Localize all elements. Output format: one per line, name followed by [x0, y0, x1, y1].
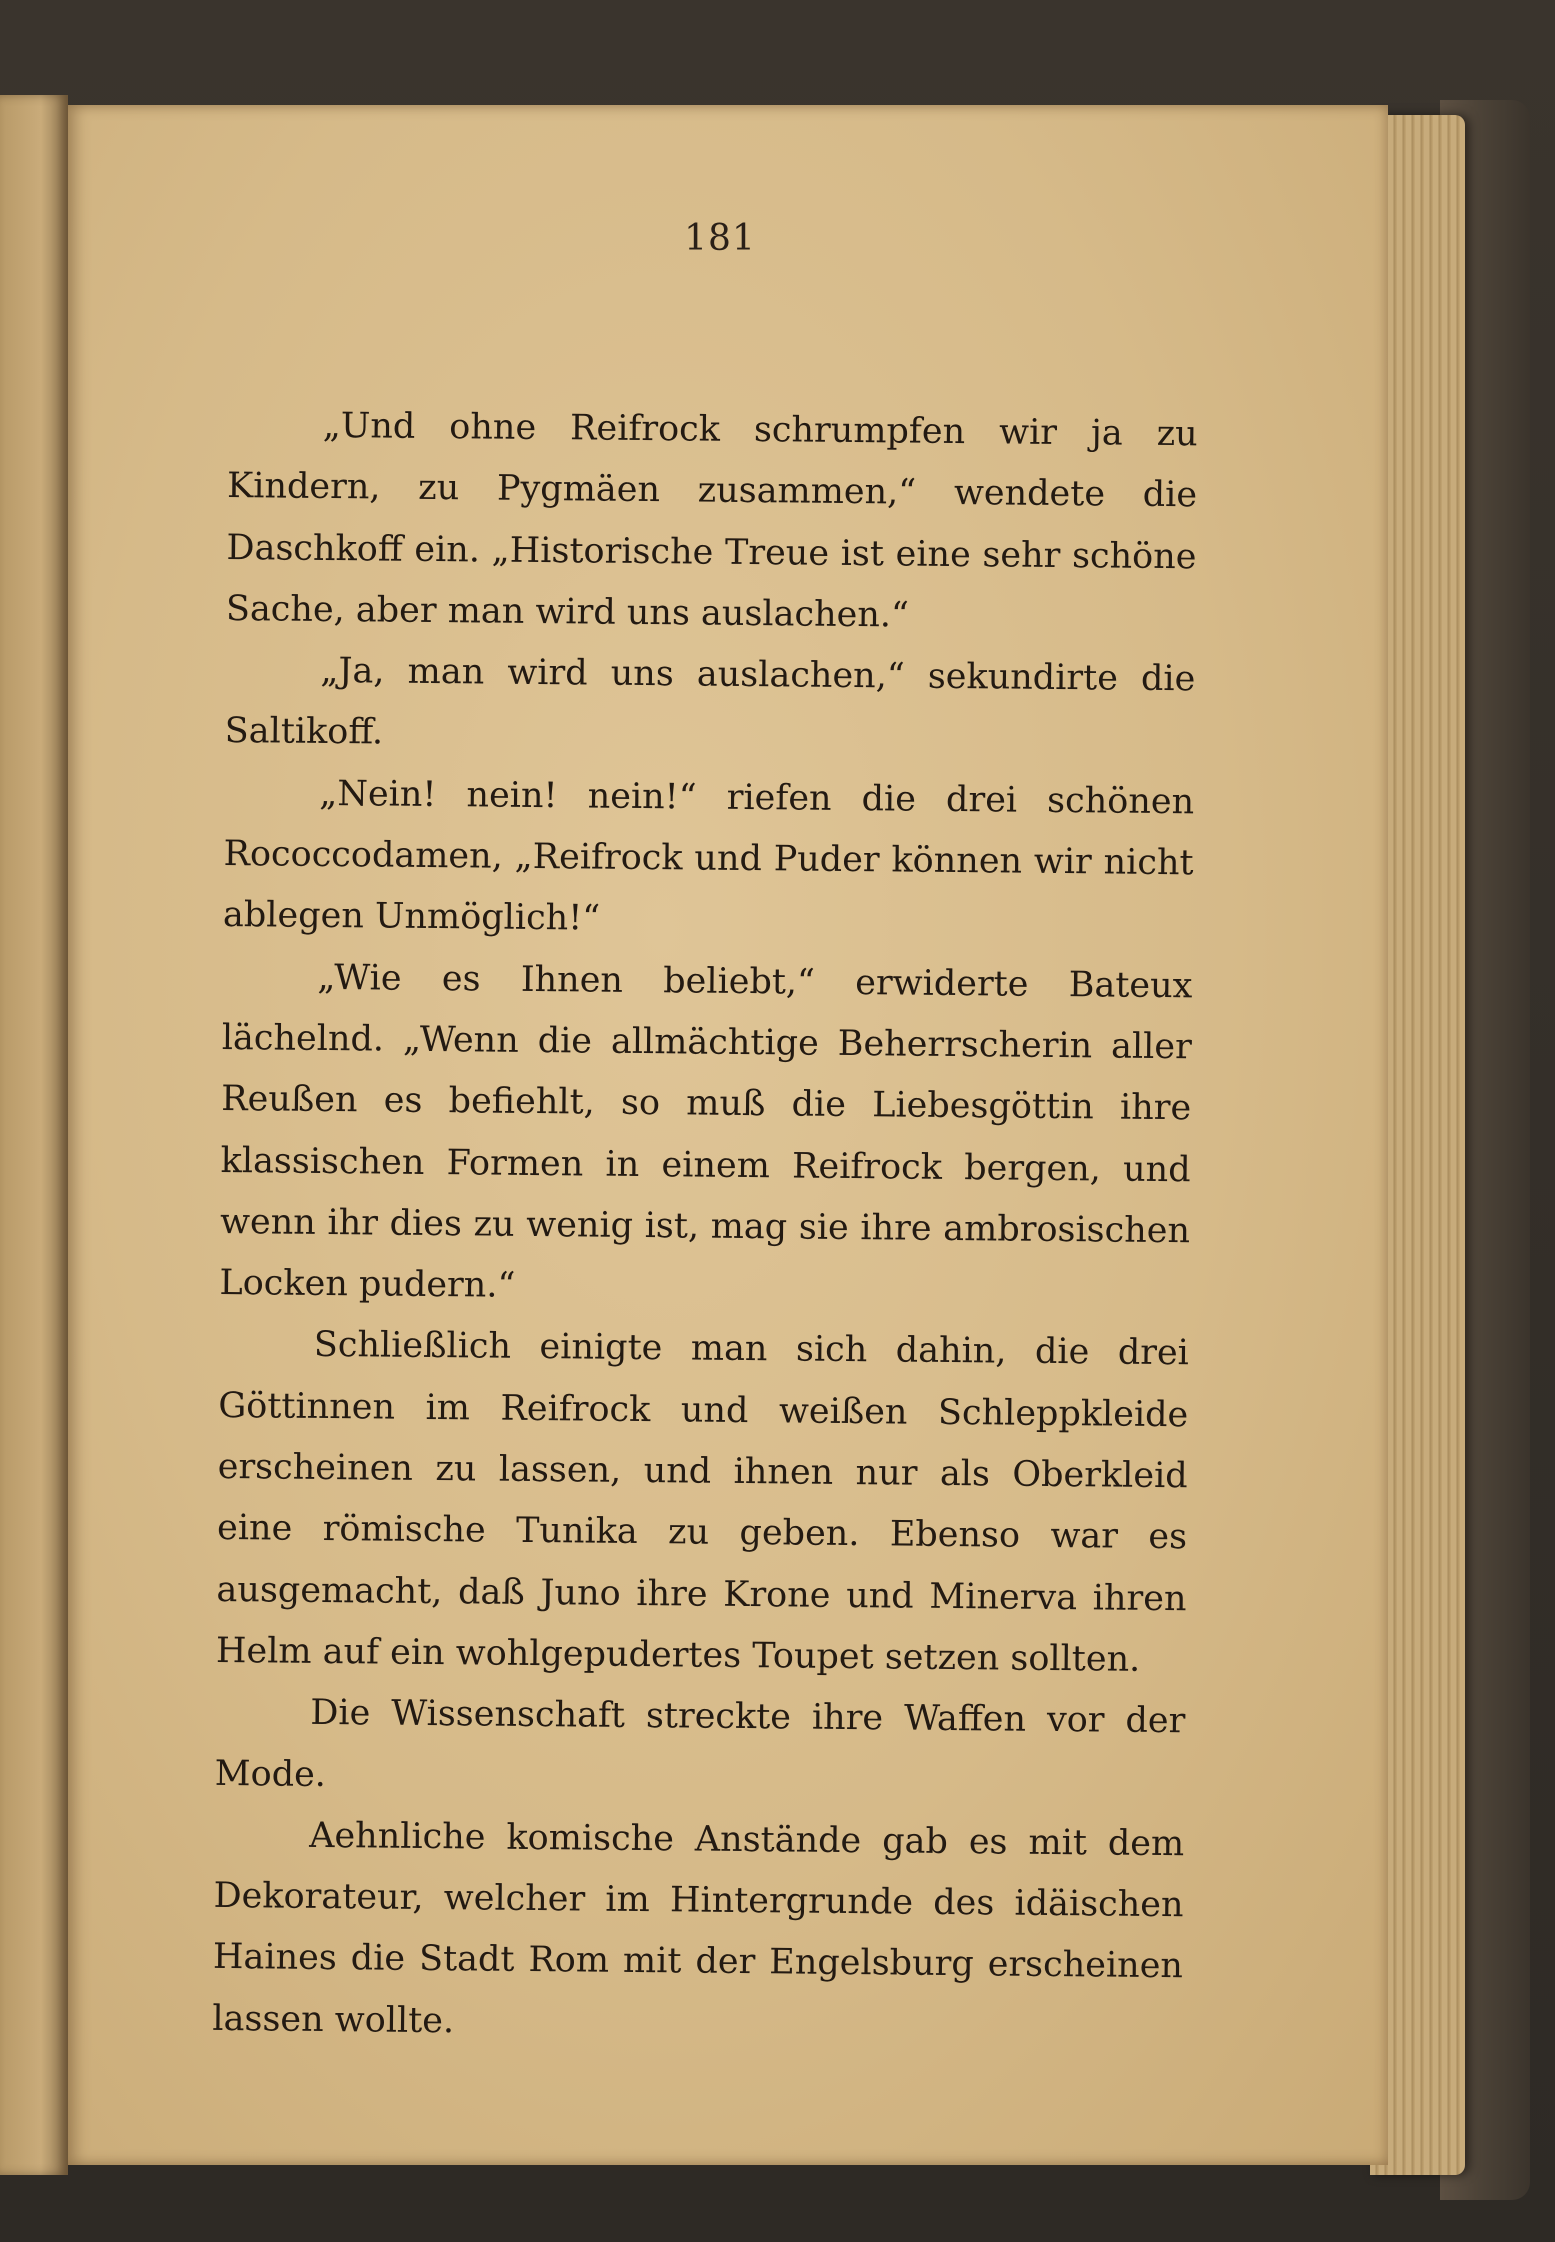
page-text	[212, 395, 1198, 2059]
paragraph: „Nein! nein! nein!“ riefen die drei schönen Rococcodamen, „Reifrock und Puder können wir nicht ablegen Unmöglich!“	[222, 773, 1195, 939]
left-page-edge	[0, 95, 68, 2175]
paragraph: „Und ohne Reifrock schrumpfen wir ja zu Kindern, zu Pygmäen zusammen,“ wendete die Daschkoff ein. „Historische Treue ist eine sehr schöne Sache, aber man wird uns auslachen.“	[225, 405, 1198, 636]
page-number: 181	[684, 218, 756, 259]
paragraph: „Ja, man wird uns auslachen,“ sekundirte die Saltikoff.	[224, 651, 1196, 753]
paragraph: Aehnliche komische Anstände gab es mit dem Dekorateur, welcher im Hintergrunde des idäischen Haines die Stadt Rom mit der Engelsburg erscheinen lassen wollte.	[212, 1815, 1185, 2041]
paragraph: „Wie es Ihnen beliebt,“ erwiderte Bateux lächelnd. „Wenn die allmächtige Beherrscherin aller Reußen es befiehlt, so muß die Liebesgöttin ihre klassischen Formen in einem Reifrock bergen, und wenn ihr dies zu wenig ist, mag sie ihre ambrosischen Locken pudern.“	[219, 957, 1193, 1306]
paragraph: Schließlich einigte man sich dahin, die drei Göttinnen im Reifrock und weißen Schleppkleide erscheinen zu lassen, und ihnen nur als Oberkleid eine römische Tunika zu geben. Ebenso war es ausgemacht, daß Juno ihre Krone und Minerva ihren Helm auf ein wohlgepudertes Toupet setzen sollten.	[215, 1325, 1190, 1680]
paragraph: Die Wissenschaft streckte ihre Waffen vor der Mode.	[214, 1693, 1186, 1795]
